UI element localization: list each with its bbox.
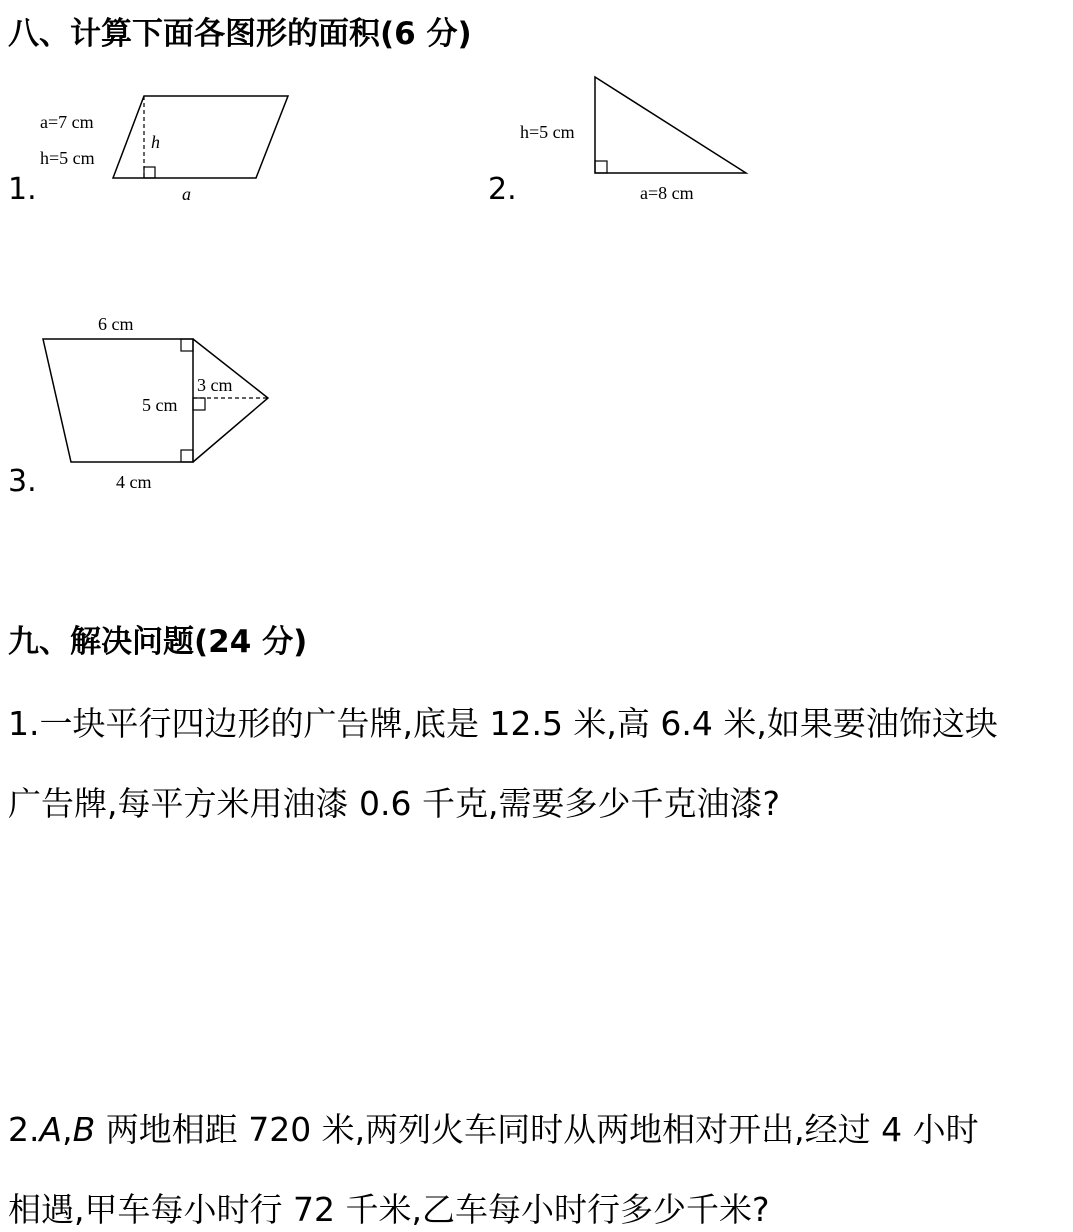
problem-1-line-2: 广告牌,每平方米用油漆 0.6 千克,需要多少千克油漆? — [8, 784, 780, 823]
figure-1-number: 1. — [8, 172, 37, 207]
section-8-title: 八、计算下面各图形的面积(6 分) — [8, 16, 472, 52]
problem-2-line-2: 相遇,甲车每小时行 72 千米,乙车每小时行多少千米? — [8, 1190, 770, 1229]
right-angle-mark-bottom — [181, 450, 193, 462]
right-angle-mark-mid — [193, 398, 205, 410]
label-h-5cm: h=5 cm — [520, 122, 575, 142]
problem-2-line-1: 2.A,B 两地相距 720 米,两列火车同时从两地相对开出,经过 4 小时 — [8, 1110, 979, 1149]
label-6cm: 6 cm — [98, 314, 134, 334]
label-4cm: 4 cm — [116, 472, 152, 492]
label-h-inner: h — [151, 132, 160, 152]
right-angle-mark-top — [181, 339, 193, 351]
label-a-7cm: a=7 cm — [40, 112, 94, 132]
label-5cm: 5 cm — [142, 395, 178, 415]
label-a-8cm: a=8 cm — [640, 183, 694, 203]
section-9-title: 九、解决问题(24 分) — [8, 624, 308, 660]
triangle-outline — [193, 339, 268, 462]
figure-3-number: 3. — [8, 464, 37, 499]
figure-2-number: 2. — [488, 172, 517, 207]
label-h-5cm: h=5 cm — [40, 148, 95, 168]
problem-1-line-1: 1.一块平行四边形的广告牌,底是 12.5 米,高 6.4 米,如果要油饰这块 — [8, 704, 998, 743]
label-base-a: a — [182, 184, 191, 204]
label-3cm: 3 cm — [197, 375, 233, 395]
